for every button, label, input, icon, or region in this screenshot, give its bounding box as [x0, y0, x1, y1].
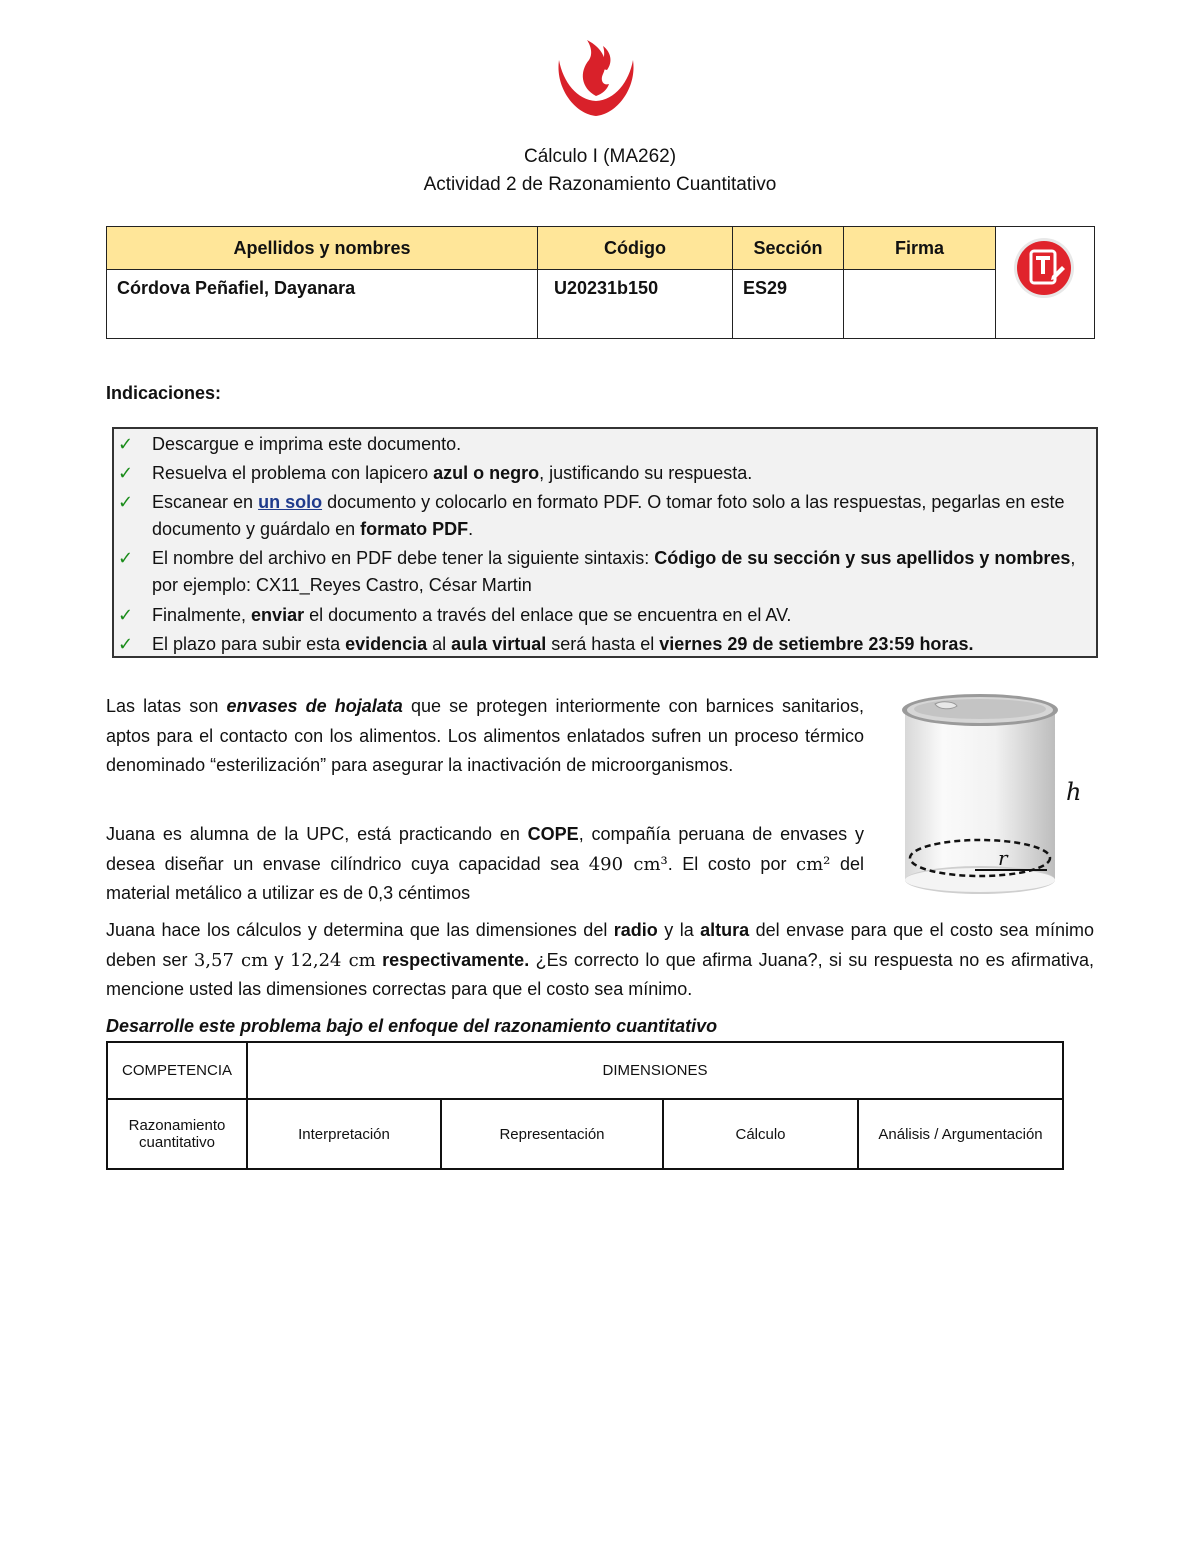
header-section: Sección: [733, 227, 844, 270]
checkmark-icon: ✓: [118, 463, 134, 483]
checkmark-icon: ✓: [118, 492, 134, 512]
checkmark-icon: ✓: [118, 548, 134, 568]
un-solo-link[interactable]: un solo: [258, 492, 323, 512]
header-signature: Firma: [844, 227, 996, 270]
problem-prompt: Desarrolle este problema bajo el enfoque del razonamiento cuantitativo: [106, 1016, 718, 1036]
can-illustration: [895, 690, 1065, 900]
header-code: Código: [538, 227, 733, 270]
checkmark-icon: ✓: [118, 605, 134, 625]
height-label: h: [1066, 778, 1082, 806]
checkmark-icon: ✓: [118, 434, 134, 454]
dimension-interpretacion: Interpretación: [247, 1099, 441, 1169]
competency-label: Razonamiento cuantitativo: [107, 1099, 247, 1169]
dimension-calculo: Cálculo: [663, 1099, 858, 1169]
student-code: U20231b150: [538, 270, 733, 339]
activity-title: Actividad 2 de Razonamiento Cuantitativo: [423, 174, 777, 195]
dimension-analisis: Análisis / Argumentación: [858, 1099, 1063, 1169]
student-name: Córdova Peñafiel, Dayanara: [107, 270, 538, 339]
edit-document-icon: [1012, 236, 1076, 300]
problem-paragraph-3: Juana hace los cálculos y determina que las dimensiones del radio y la altura del envase para que el costo sea mínimo deben ser 3,57 cm y 12,24 cm respectivamente. ¿Es correcto lo que afirma Juana?, si su respuesta no es afirmativa, mencione usted las dimensiones correctas para que el costo sea mínimo.: [106, 920, 1095, 999]
signature-field[interactable]: [844, 270, 996, 339]
problem-paragraph-2: Juana es alumna de la UPC, está practicando en COPE, compañía peruana de envases y desea diseñar un envase cilíndrico cuya capacidad sea 490 cm³. El costo por cm² del material metálico a utilizar es de 0,3 céntimos: [106, 824, 864, 903]
indications-label: Indicaciones:: [106, 383, 222, 403]
checkmark-icon: ✓: [118, 634, 134, 654]
course-title: Cálculo I (MA262): [523, 146, 677, 167]
student-section: ES29: [733, 270, 844, 339]
competency-table: [106, 1041, 1064, 1170]
student-info-table: [106, 226, 1095, 339]
radius-label: r: [998, 846, 1008, 870]
competency-header: COMPETENCIA: [107, 1042, 247, 1099]
upc-logo: [553, 38, 639, 118]
indications-box: ✓ Descargue e imprima este documento. ✓ Resuelva el problema con lapicero azul o negro, justificando su respuesta. ✓ Escanear en un solo documento y colocarlo en formato PDF. O tomar foto solo a las respuestas, pegarlas en este documento y guárdalo en formato PDF. ✓ El nombre del archivo en PDF debe tener la siguiente sintaxis: Código de su sección y sus apellidos y nombres, por ejemplo: CX11_Reyes Castro, César Martin ✓ Finalmente, enviar el documento a través del enlace que se encuentra en el AV. ✓ El plazo para subir esta evidencia al aula virtual será hasta el viernes 29 de setiembre 23:59 horas.: [112, 427, 1098, 658]
dimension-representacion: Representación: [441, 1099, 663, 1169]
dimensions-header: DIMENSIONES: [247, 1042, 1063, 1099]
header-names: Apellidos y nombres: [107, 227, 538, 270]
problem-paragraph-1: Las latas son envases de hojalata que se protegen interiormente con barnices sanitarios, aptos para el contacto con los alimentos. Los alimentos enlatados sufren un proceso térmico denominado “esterilización” para asegurar la inactivación de microorganismos.: [106, 696, 864, 775]
